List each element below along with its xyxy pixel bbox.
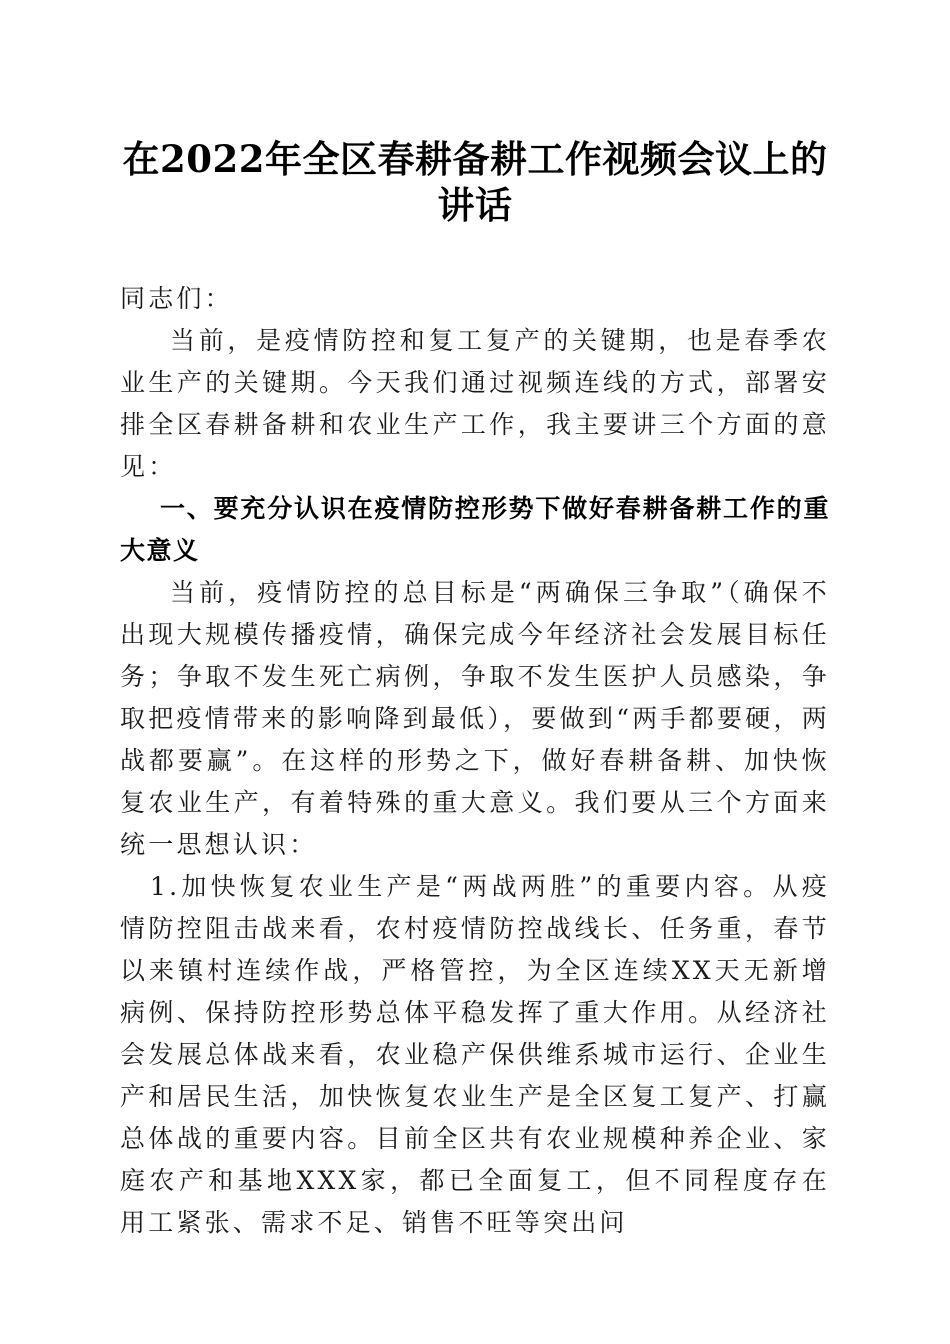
intro-paragraph: 当前，是疫情防控和复工复产的关键期，也是春季农业生产的关键期。今天我们通过视频连线的方式，部署安排全区春耕备耕和农业生产工作，我主要讲三个方面的意见： <box>120 326 830 481</box>
section-1-heading: 一、要充分认识在疫情防控形势下做好春耕备耕工作的重大意义 <box>120 494 830 565</box>
section-1-paragraph: 当前，疫情防控的总目标是“两确保三争取”（确保不出现大规模传播疫情，确保完成今年经济社会发展目标任务；争取不发生死亡病例，争取不发生医护人员感染，争取把疫情带来的影响降到最低），要做到“两手都要硬，两战都要赢”。在这样的形势之下，做好春耕备耕、加快恢复农业生产，有着特殊的重大意义。我们要从三个方面来统一思想认识： <box>120 578 830 859</box>
document-body <box>120 278 830 1244</box>
point-1-paragraph: 1.加快恢复农业生产是“两战两胜”的重要内容。从疫情防控阻击战来看，农村疫情防控战线长、任务重，春节以来镇村连续作战，严格管控，为全区连续XX天无新增病例、保持防控形势总体平稳发挥了重大作用。从经济社会发展总体战来看，农业稳产保供维系城市运行、企业生产和居民生活，加快恢复农业生产是全区复工复产、打赢总体战的重要内容。目前全区共有农业规模种养企业、家庭农产和基地XXX家，都已全面复工，但不同程度存在用工紧张、需求不足、销售不旺等突出问 <box>120 872 830 1237</box>
salutation: 同志们： <box>120 284 233 313</box>
document-title: 在2022年全区春耕备耕工作视频会议上的讲话 <box>122 137 828 227</box>
